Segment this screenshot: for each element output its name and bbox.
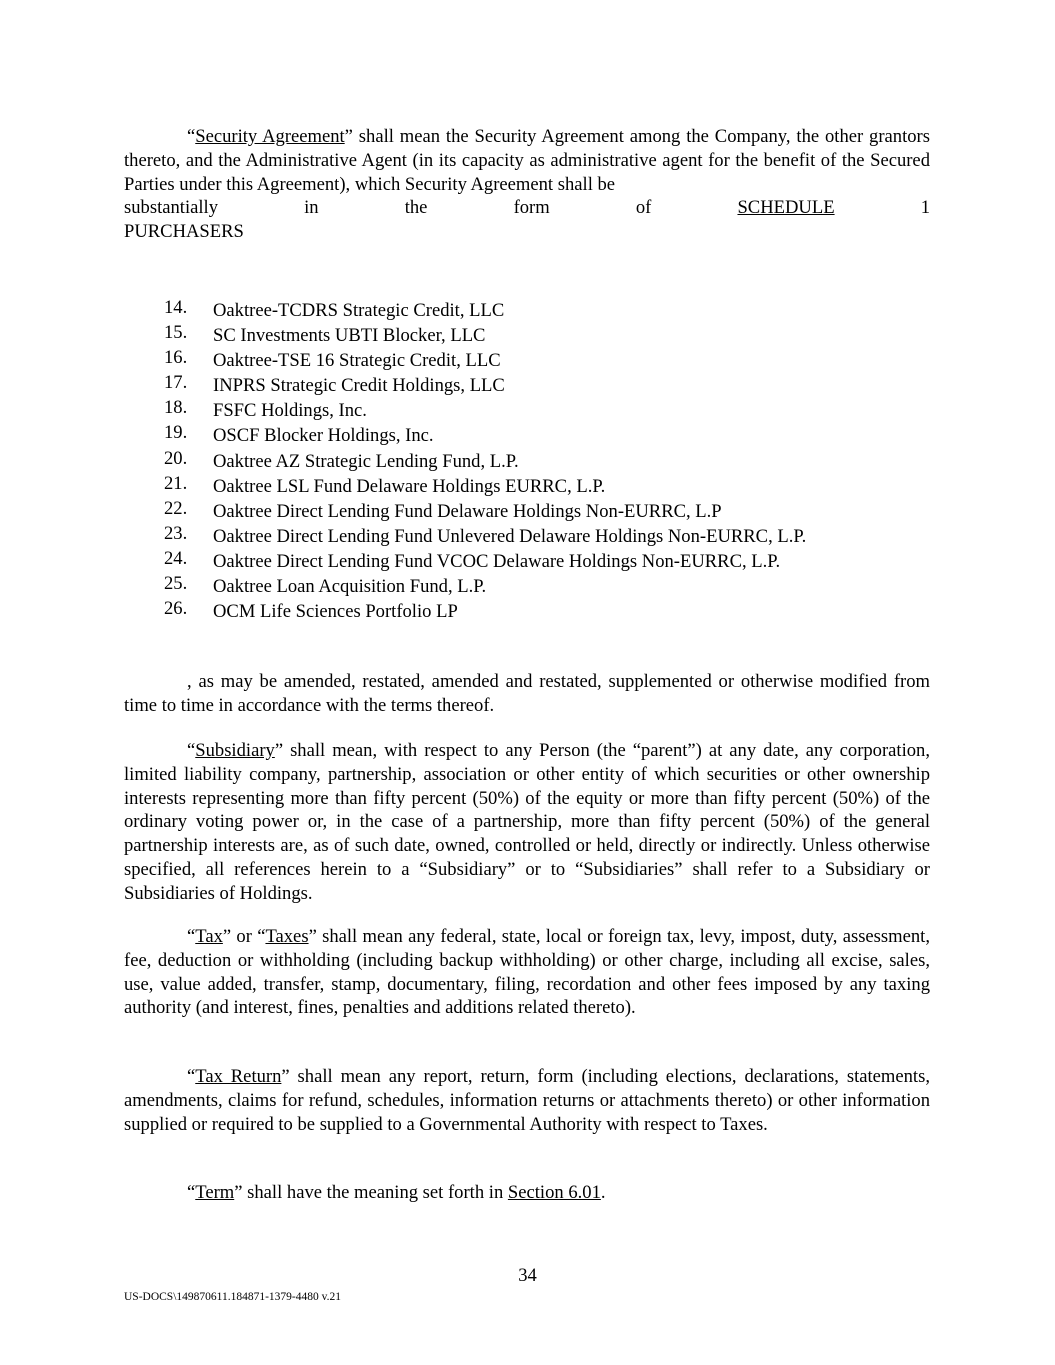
schedule-link[interactable]: SCHEDULE: [737, 197, 835, 219]
term-definition: “Term” shall have the meaning set forth in Section 6.01.: [187, 1182, 606, 1203]
list-item: 22. Oaktree Direct Lending Fund Delaware Holdings Non-EURRC, L.P: [164, 497, 722, 522]
amended-clause: , as may be amended, restated, amended and restated, supplemented or otherwise modified from time to time in accordance with the terms thereof.: [124, 671, 930, 716]
document-id: US-DOCS\149870611.184871-1379-4480 v.21: [124, 1291, 342, 1303]
security-agreement-definition: [124, 125, 930, 244]
list-item: 23. Oaktree Direct Lending Fund Unlevered Delaware Holdings Non-EURRC, L.P.: [164, 522, 807, 547]
list-item: 17. INPRS Strategic Credit Holdings, LLC: [164, 372, 505, 397]
subsidiary-definition: “Subsidiary” shall mean, with respect to any Person (the “parent”) at any date, any corporation, limited liability company, partnership, association or other entity of which securities or other ownership interests representing more than fifty percent (50%) of the equity or more than fifty percent (50%) of the ordinary voting power or, in the case of a partnership, more than fifty percent (50%) of the general partnership interests are, as of such date, owned, controlled or held, directly or indirectly. Unless otherwise specified, all references herein to a “Subsidiary” or to “Subsidiaries” shall refer to a Subsidiary or Subsidiaries of Holdings.: [124, 740, 930, 904]
tax-term: Tax: [195, 926, 223, 947]
purchasers-list: [164, 298, 806, 624]
list-item: 25. Oaktree Loan Acquisition Fund, L.P.: [164, 573, 487, 598]
list-item: 16. Oaktree-TSE 16 Strategic Credit, LLC: [164, 347, 501, 372]
security-agreement-body: “Security Agreement” shall mean the Security Agreement among the Company, the other grantors thereto, and the Administrative Agent (in its capacity as administrative agent for the benefit of the Secured Parties under this Agreement), which Security Agreement shall be: [124, 126, 930, 195]
taxes-term: Taxes: [265, 926, 309, 947]
security-agreement-last-line: substantially in the form of SCHEDULE 1: [124, 197, 930, 219]
section-link[interactable]: Section 6.01: [507, 1182, 601, 1203]
subsidiary-term: Subsidiary: [195, 740, 275, 761]
list-item: 19. OSCF Blocker Holdings, Inc.: [164, 422, 434, 447]
tax-return-term: Tax Return: [195, 1066, 282, 1087]
list-item: 26. OCM Life Sciences Portfolio LP: [164, 598, 458, 623]
list-item: 18. FSFC Holdings, Inc.: [164, 397, 367, 422]
list-item: 24. Oaktree Direct Lending Fund VCOC Delaware Holdings Non-EURRC, L.P.: [164, 547, 781, 572]
purchasers-heading: PURCHASERS: [124, 221, 244, 243]
security-agreement-term: Security Agreement: [195, 126, 345, 147]
list-item: 21. Oaktree LSL Fund Delaware Holdings EURRC, L.P.: [164, 472, 606, 497]
tax-return-definition: “Tax Return” shall mean any report, return, form (including elections, declarations, statements, amendments, claims for refund, schedules, information returns or attachments thereto) or other information supplied or required to be supplied to a Governmental Authority with respect to Taxes.: [124, 1066, 930, 1135]
tax-definition: “Tax” or “Taxes” shall mean any federal, state, local or foreign tax, levy, impost, duty, assessment, fee, deduction or withholding (including backup withholding) or other charge, including all excise, sales, use, value added, transfer, stamp, documentary, filing, recordation and other fees imposed by any taxing authority (and interest, fines, penalties and additions related thereto).: [124, 926, 930, 1019]
list-item: 15. SC Investments UBTI Blocker, LLC: [164, 322, 486, 347]
list-item: 20. Oaktree AZ Strategic Lending Fund, L.P.: [164, 447, 519, 472]
term-term: Term: [195, 1182, 235, 1203]
page-number: 34: [518, 1265, 537, 1286]
list-item: 14. Oaktree-TCDRS Strategic Credit, LLC: [164, 297, 505, 321]
